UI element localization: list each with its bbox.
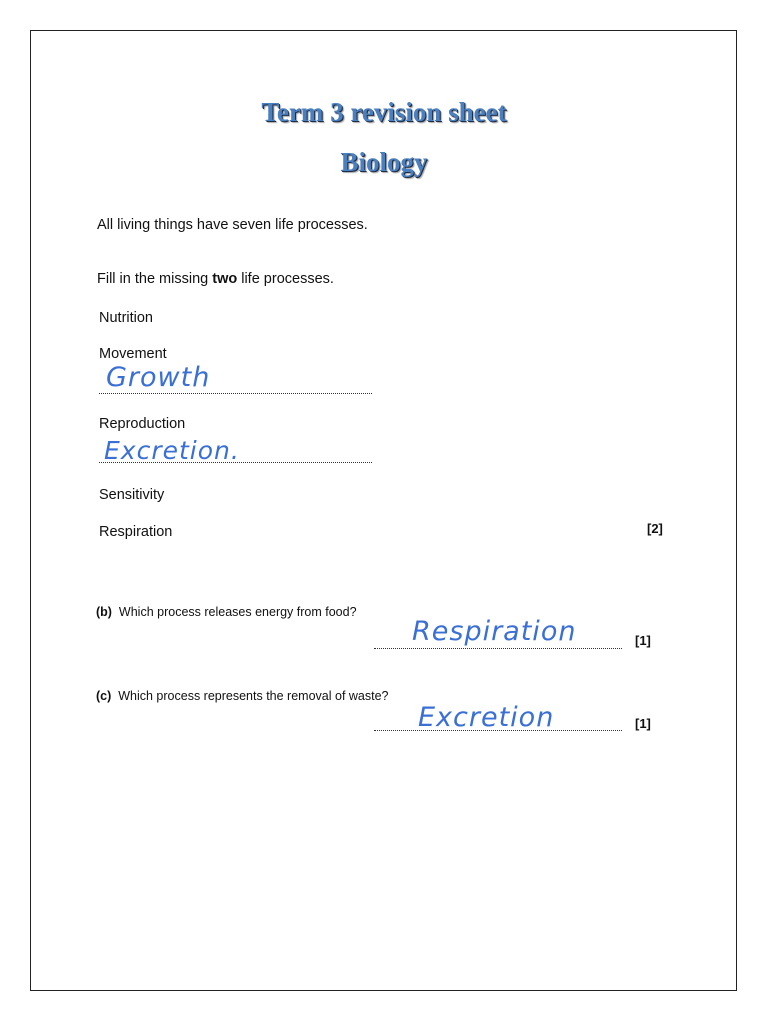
page-title: Term 3 revision sheet: [261, 97, 507, 127]
marks-b: [1]: [635, 633, 651, 648]
instruction-post: life processes.: [237, 271, 334, 287]
process-sensitivity: Sensitivity: [99, 487, 165, 503]
process-nutrition: Nutrition: [99, 310, 153, 326]
process-movement: Movement: [99, 346, 167, 362]
process-respiration: Respiration: [99, 524, 173, 540]
question-c: [96, 689, 389, 703]
answer-line-c[interactable]: [374, 730, 622, 731]
instruction-text: [97, 271, 334, 287]
answer-line-b[interactable]: [374, 648, 622, 649]
question-b: [96, 605, 357, 619]
question-b-text: Which process releases energy from food?: [118, 605, 357, 619]
marks-c: [1]: [635, 716, 651, 731]
answer-line-1[interactable]: [99, 393, 372, 394]
marks-a: [2]: [647, 521, 663, 536]
instruction-bold: two: [212, 271, 238, 287]
intro-text: All living things have seven life processes.: [97, 217, 368, 233]
question-c-text: Which process represents the removal of waste?: [118, 689, 389, 703]
handwritten-answer-excretion: Excretion.: [104, 436, 240, 465]
instruction-pre: Fill in the missing: [97, 271, 213, 287]
process-reproduction: Reproduction: [99, 416, 186, 432]
question-b-label: (b): [96, 605, 112, 619]
question-c-label: (c): [96, 689, 112, 703]
handwritten-answer-respiration: Respiration: [412, 616, 577, 647]
handwritten-answer-excretion-c: Excretion: [418, 702, 555, 733]
answer-line-2[interactable]: [99, 462, 372, 463]
page-subtitle: Biology: [340, 147, 428, 177]
handwritten-answer-growth: Growth: [106, 362, 211, 393]
